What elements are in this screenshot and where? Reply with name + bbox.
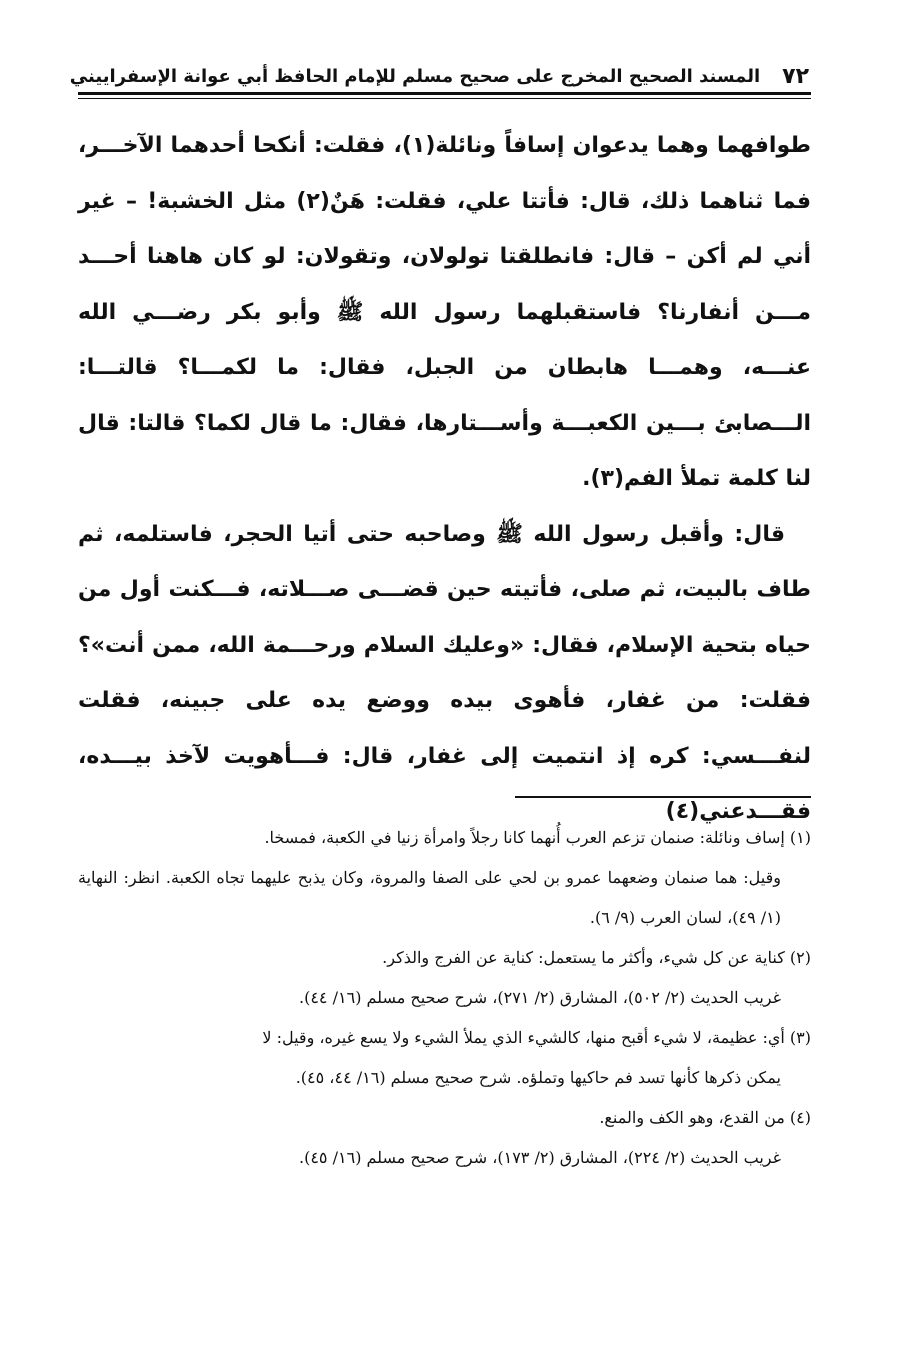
running-title: المسند الصحيح المخرج على صحيح مسلم للإمام الحافظ أبي عوانة الإسفراييني xyxy=(69,66,761,87)
footnote-text: (١) إساف ونائلة: صنمان تزعم العرب أُنهما كانا رجلاً وامرأة زنيا في الكعبة، فمسخا. xyxy=(264,828,811,847)
footnote-1 xyxy=(78,818,811,938)
footnote-text: (٣) أي: عظيمة، لا شيء أقبح منها، كالشيء الذي يملأ الشيء ولا يسع غيره، وقيل: لا xyxy=(262,1028,811,1047)
footnote-separator xyxy=(515,796,811,798)
footnote-continuation: غريب الحديث (٢/ ٥٠٢)، المشارق (٢/ ٢٧١)، شرح صحيح مسلم (١٦/ ٤٤). xyxy=(299,988,781,1007)
footnote-continuation: يمكن ذكرها كأنها تسد فم حاكيها وتملؤه. شرح صحيح مسلم (١٦/ ٤٤، ٤٥). xyxy=(295,1068,781,1087)
header-rule-thick xyxy=(78,92,811,95)
footnote-continuation: غريب الحديث (٢/ ٢٢٤)، المشارق (٢/ ١٧٣)، شرح صحيح مسلم (١٦/ ٤٥). xyxy=(299,1148,781,1167)
footnote-2 xyxy=(78,938,811,1018)
footnote-continuation: وقيل: هما صنمان وضعهما عمرو بن لحي على الصفا والمروة، وكان يذبح عليهما تجاه الكعبة. انظر: النهاية (١/ ٤٩)، لسان العرب (٩/ ٦). xyxy=(78,868,781,927)
paragraph: قال: وأقبل رسول الله ﷺ وصاحبه حتى أتيا الحجر، فاستلمه، ثم طاف بالبيت، ثم صلى، فأتيته حين قضـــى صـــلاته، فـــكنت أول من حياه بتحية الإسلام، فقال: «وعليك السلام ورحـــمة الله، ممن أنت»؟ فقلت: من غفار، فأهوى بيده ووضع يده على جبينه، فقلت لنفـــسي: كره إذ انتميت إلى غفار، قال: فـــأهويت لآخذ بيـــده، فقـــدعني(٤) xyxy=(78,521,811,824)
header-rule-thin xyxy=(78,98,811,99)
main-text xyxy=(78,118,811,840)
footnote-text: (٢) كناية عن كل شيء، وأكثر ما يستعمل: كناية عن الفرج والذكر. xyxy=(382,948,811,967)
page-header xyxy=(69,58,809,92)
page-number: ٧٢ xyxy=(782,64,809,89)
footnote-4 xyxy=(78,1098,811,1178)
footnote-3 xyxy=(78,1018,811,1098)
footnote-text: (٤) من القدع، وهو الكف والمنع. xyxy=(599,1108,811,1127)
paragraph: طوافهما وهما يدعوان إسافاً ونائلة(١)، فقلت: أنكحا أحدهما الآخـــر، فما ثناهما ذلك، قال: فأتتا علي، فقلت: هَنٌ(٢) مثل الخشبة! – غير أني لم أكن – قال: فانطلقتا تولولان، وتقولان: لو كان هاهنا أحـــد مـــن أنفارنا؟ فاستقبلهما رسول الله ﷺ وأبو بكر رضـــي الله عنـــه، وهمـــا هابطان من الجبل، فقال: ما لكمـــا؟ قالتـــا: الـــصابئ بـــين الكعبـــة وأســـتارها، فقال: ما قال لكما؟ قالتا: قال لنا كلمة تملأ الفم(٣). xyxy=(78,133,811,491)
footnotes xyxy=(78,818,811,1178)
